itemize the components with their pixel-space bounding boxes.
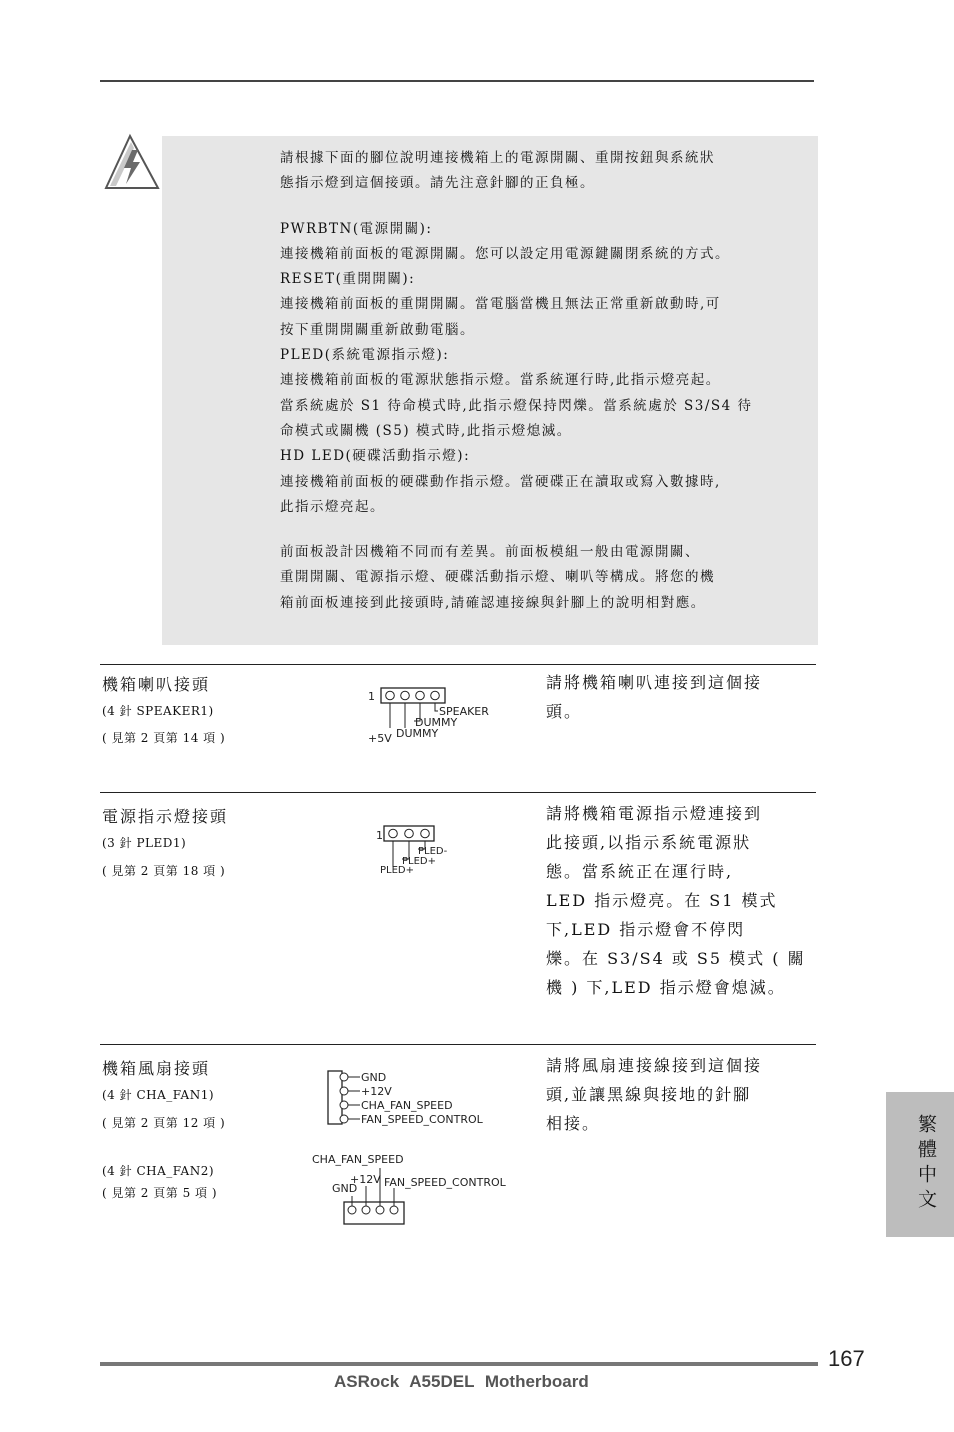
footer-title: ASRock A55DEL Motherboard — [334, 1372, 589, 1391]
dummy-label: DUMMY — [415, 716, 458, 729]
note-line: 連接機箱前面板的電源狀態指示燈。當系統運行時,此指示燈亮起。 — [280, 372, 721, 389]
fan-title: 機箱風扇接頭 — [102, 1059, 211, 1078]
gnd-label: GND — [332, 1182, 358, 1195]
desc-line: 爍。在 S3/S4 或 S5 模式 ( 關 — [546, 949, 806, 968]
fan1-ref: ( 見第 2 頁第 12 項 ) — [102, 1116, 226, 1130]
note-line: 連接機箱前面板的重開開關。當電腦當機且無法正常重新啟動時,可 — [280, 296, 721, 313]
note-line: 按下重開開關重新啟動電腦。 — [280, 321, 475, 338]
cha-fan1-pin-diagram — [326, 1068, 526, 1128]
fan-speed-label: CHA_FAN_SPEED — [361, 1099, 453, 1112]
5v-label: +5V — [368, 732, 392, 745]
fan-description — [546, 1051, 762, 1138]
pled-plus-label: PLED+ — [402, 856, 436, 867]
fan1-pins: (4 針 CHA_FAN1) — [102, 1088, 215, 1102]
language-tab-label: 繁體中文 — [915, 1114, 937, 1214]
note-line: HD LED(硬碟活動指示燈): — [280, 448, 471, 465]
pled-description — [546, 799, 806, 1002]
note-line: 態指示燈到這個接頭。請先注意針腳的正負極。 — [280, 175, 595, 192]
pin1-label: 1 — [368, 690, 375, 703]
desc-line: 此接頭,以指示系統電源狀 — [546, 833, 752, 852]
pled-plus-label: PLED+ — [380, 865, 414, 876]
fan2-ref: ( 見第 2 頁第 5 項 ) — [102, 1186, 218, 1200]
pled-ref: ( 見第 2 頁第 18 項 ) — [102, 864, 226, 878]
warning-lightning-icon — [100, 132, 162, 192]
pled-title: 電源指示燈接頭 — [102, 807, 229, 826]
speaker-ref: ( 見第 2 頁第 14 項 ) — [102, 731, 226, 745]
note-text — [280, 146, 810, 616]
note-line: 此指示燈亮起。 — [280, 498, 385, 515]
12v-label: +12V — [361, 1085, 392, 1098]
note-line: PLED(系統電源指示燈): — [280, 347, 450, 364]
section-divider — [100, 792, 816, 793]
language-tab — [886, 1092, 954, 1237]
speaker-label: SPEAKER — [439, 705, 489, 718]
top-rule — [100, 80, 814, 82]
note-line: 前面板設計因機箱不同而有差異。前面板模組一般由電源開關、 — [280, 544, 700, 561]
note-box — [162, 136, 818, 645]
desc-line: LED 指示燈亮。在 S1 模式 — [546, 891, 778, 910]
gnd-label: GND — [361, 1071, 387, 1084]
fan-speed-label: CHA_FAN_SPEED — [312, 1153, 404, 1166]
fan2-pins: (4 針 CHA_FAN2) — [102, 1164, 215, 1178]
speaker-pins: (4 針 SPEAKER1) — [102, 704, 214, 718]
note-line — [280, 520, 810, 540]
desc-line: 相接。 — [546, 1114, 601, 1133]
desc-line: 頭。 — [546, 702, 583, 721]
speaker-title: 機箱喇叭接頭 — [102, 675, 211, 694]
pled-minus-label: PLED- — [418, 846, 448, 857]
note-line: 命模式或關機 (S5) 模式時,此指示燈熄滅。 — [280, 422, 572, 439]
12v-label: +12V — [350, 1173, 381, 1186]
fan-speed-control-label: FAN_SPEED_CONTROL — [361, 1113, 483, 1126]
note-line: 連接機箱前面板的電源開關。您可以設定用電源鍵關閉系統的方式。 — [280, 245, 730, 262]
desc-line: 請將機箱電源指示燈連接到 — [546, 804, 763, 823]
note-line: 箱前面板連接到此接頭時,請確認連接線與針腳上的說明相對應。 — [280, 594, 706, 611]
desc-line: 請將風扇連接線接到這個接 — [546, 1056, 763, 1075]
dummy-label: DUMMY — [396, 727, 439, 740]
note-line: 當系統處於 S1 待命模式時,此指示燈保持閃爍。當系統處於 S3/S4 待 — [280, 397, 753, 414]
section-divider — [100, 1044, 816, 1045]
desc-line: 請將機箱喇叭連接到這個接 — [546, 673, 763, 692]
fan-speed-control-label: FAN_SPEED_CONTROL — [384, 1176, 506, 1189]
note-line: 連接機箱前面板的硬碟動作指示燈。當硬碟正在讀取或寫入數據時, — [280, 473, 721, 490]
pin1-label: 1 — [376, 829, 383, 842]
note-line: 請根據下面的腳位說明連接機箱上的電源開關、重開按鈕與系統狀 — [280, 150, 715, 166]
note-line — [280, 197, 810, 217]
bottom-rule — [100, 1362, 818, 1366]
desc-line: 下,LED 指示燈會不停閃 — [546, 920, 746, 939]
pled-pin-diagram — [374, 822, 474, 878]
pled-pins: (3 針 PLED1) — [102, 836, 187, 850]
desc-line: 態。當系統正在運行時, — [546, 862, 734, 881]
cha-fan2-pin-diagram — [310, 1150, 530, 1230]
note-line: 重開開關、電源指示燈、硬碟活動指示燈、喇叭等構成。將您的機 — [280, 569, 715, 586]
page-number: 167 — [828, 1346, 865, 1371]
desc-line: 頭,並讓黑線與接地的針腳 — [546, 1085, 752, 1104]
note-line: RESET(重開開關): — [280, 271, 416, 288]
speaker-pin-diagram — [366, 684, 506, 746]
desc-line: 機 ) 下,LED 指示燈會熄滅。 — [546, 978, 786, 997]
section-divider — [100, 664, 816, 665]
note-line: PWRBTN(電源開關): — [280, 220, 433, 237]
speaker-description — [546, 668, 762, 726]
